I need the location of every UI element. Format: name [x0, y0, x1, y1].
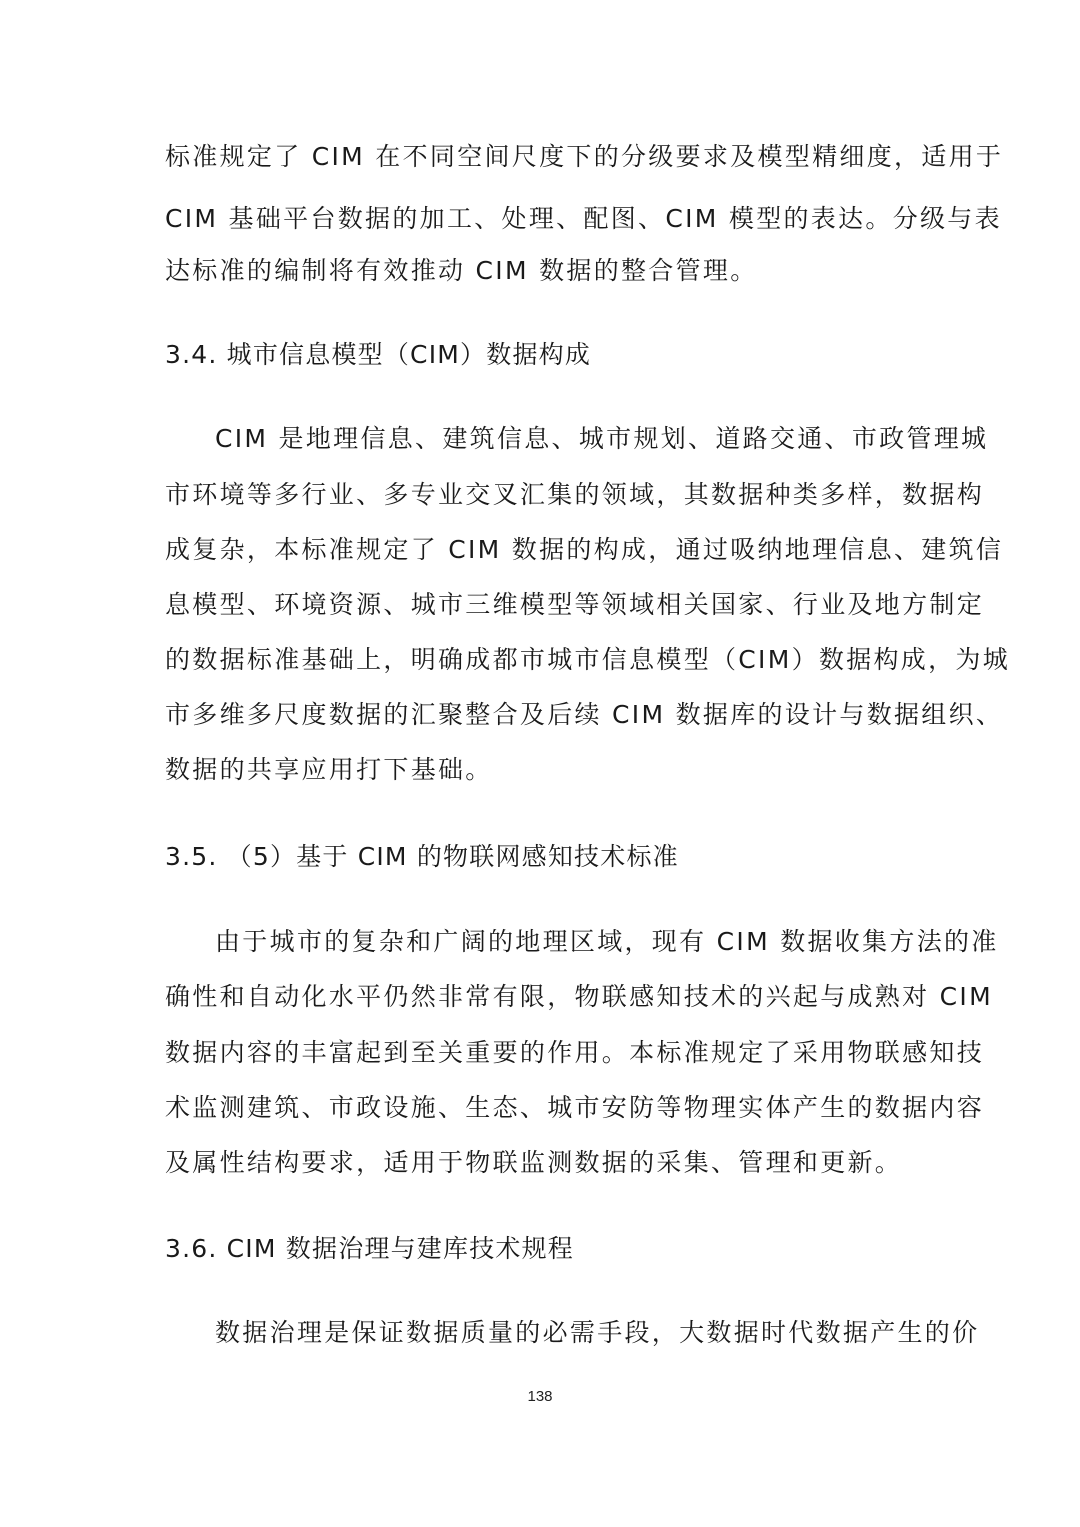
paragraph-line: 达标准的编制将有效推动 CIM 数据的整合管理。 — [165, 256, 758, 285]
page-number: 138 — [527, 1388, 553, 1405]
paragraph-line: CIM 是地理信息、建筑信息、城市规划、道路交通、市政管理城 — [215, 424, 989, 453]
paragraph-line: 标准规定了 CIM 在不同空间尺度下的分级要求及模型精细度，适用于 — [165, 142, 1004, 171]
paragraph-line: 成复杂，本标准规定了 CIM 数据的构成，通过吸纳地理信息、建筑信 — [165, 535, 1004, 564]
paragraph-line: 数据的共享应用打下基础。 — [165, 755, 493, 784]
paragraph-line: CIM 基础平台数据的加工、处理、配图、CIM 模型的表达。分级与表 — [165, 204, 1002, 233]
paragraph-line: 及属性结构要求，适用于物联监测数据的采集、管理和更新。 — [165, 1148, 903, 1177]
paragraph-line: 数据内容的丰富起到至关重要的作用。本标准规定了采用物联感知技 — [165, 1038, 985, 1067]
section-heading-3-5: 3.5. （5）基于 CIM 的物联网感知技术标准 — [165, 842, 679, 871]
paragraph-line: 由于城市的复杂和广阔的地理区域，现有 CIM 数据收集方法的准 — [215, 927, 999, 956]
paragraph-line: 市多维多尺度数据的汇聚整合及后续 CIM 数据库的设计与数据组织、 — [165, 700, 1004, 729]
paragraph-line: 市环境等多行业、多专业交叉汇集的领域，其数据种类多样，数据构 — [165, 480, 985, 509]
section-heading-3-4: 3.4. 城市信息模型（CIM）数据构成 — [165, 340, 592, 369]
paragraph-line: 息模型、环境资源、城市三维模型等领域相关国家、行业及地方制定 — [165, 590, 985, 619]
paragraph-line: 的数据标准基础上，明确成都市城市信息模型（CIM）数据构成，为城 — [165, 645, 1011, 674]
paragraph-line: 确性和自动化水平仍然非常有限，物联感知技术的兴起与成熟对 CIM — [165, 982, 993, 1011]
paragraph-line: 术监测建筑、市政设施、生态、城市安防等物理实体产生的数据内容 — [165, 1093, 985, 1122]
paragraph-line: 数据治理是保证数据质量的必需手段，大数据时代数据产生的价 — [215, 1318, 980, 1347]
section-heading-3-6: 3.6. CIM 数据治理与建库技术规程 — [165, 1234, 574, 1263]
